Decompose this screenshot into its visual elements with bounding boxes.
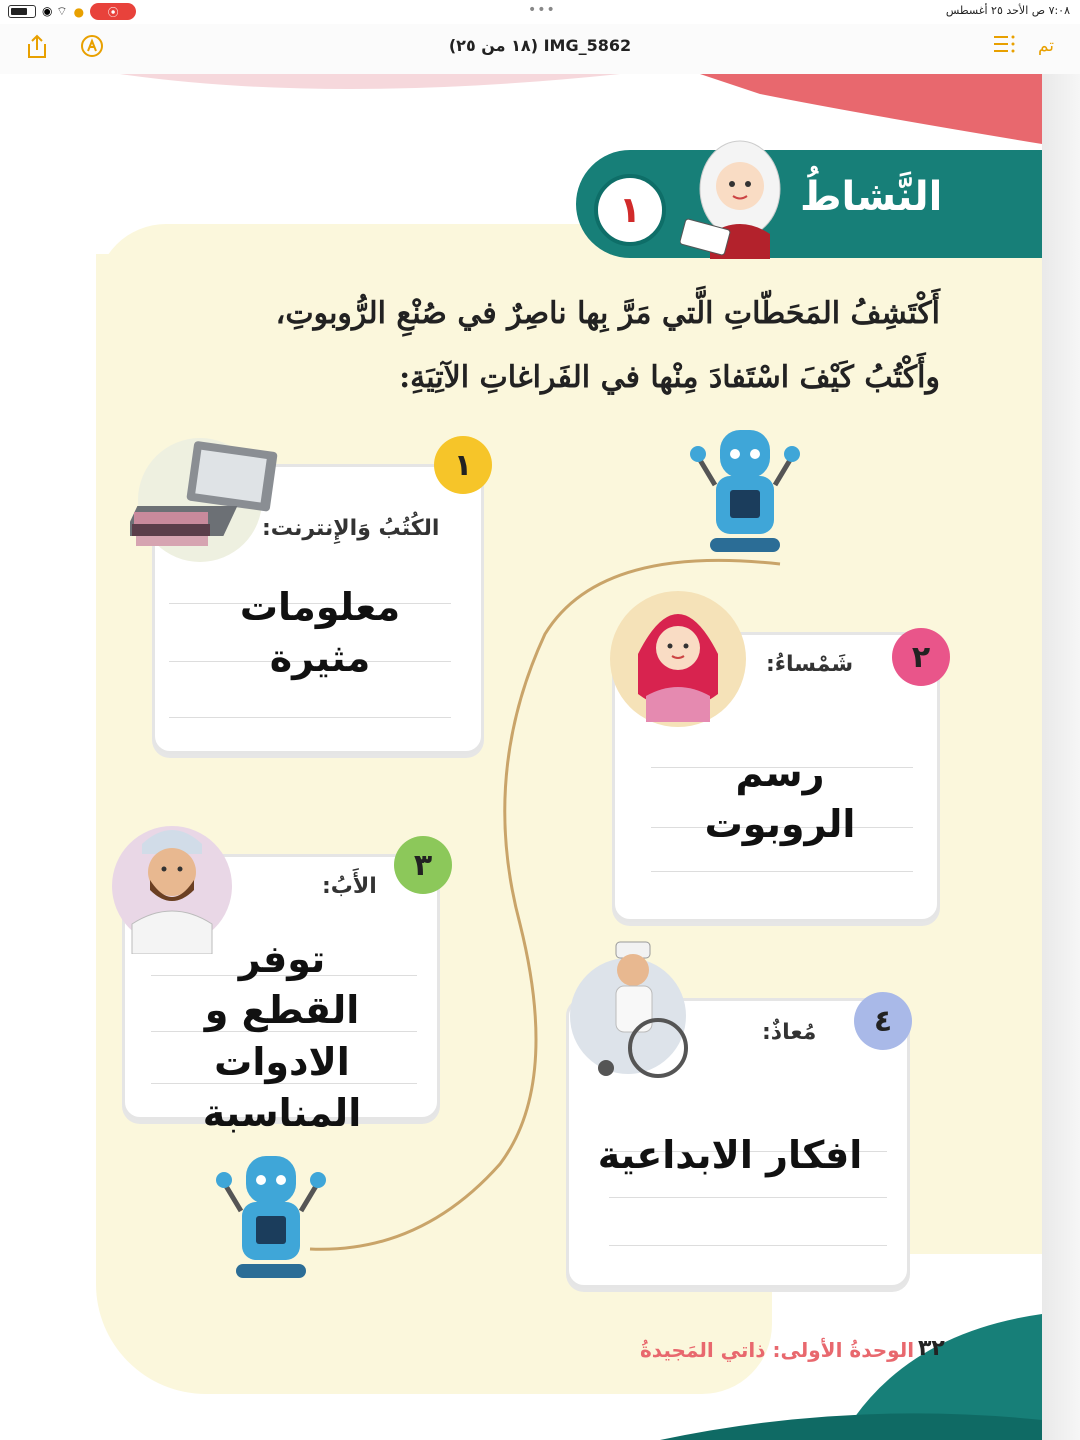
answer-line-2: القطع و	[204, 988, 360, 1033]
card-label: الأَبُ:	[322, 874, 377, 899]
wifi-icon: ◉ ⌔	[42, 4, 68, 18]
robot-icon	[680, 430, 810, 560]
answer-line-1: توفر	[238, 937, 326, 981]
muadh-wheelchair-illustration	[566, 936, 696, 1086]
card-label: شَمْساءُ:	[766, 652, 854, 677]
page-edge	[1042, 74, 1080, 1440]
list-icon[interactable]	[992, 34, 1016, 59]
answer-line-1: معلومات	[239, 585, 401, 629]
number-badge: ١	[434, 436, 492, 494]
answer-line-3: الادوات المناسبة	[202, 1039, 362, 1135]
answer-line	[609, 1197, 887, 1198]
instruction-line-1: أَكْتَشِفُ المَحَطّاتِ الَّتي مَرَّ بِها ناصِرٌ في صُنْعِ الرُّوبوتِ،	[275, 296, 940, 331]
multitask-dots-icon[interactable]: •••	[528, 2, 556, 18]
shamsa-girl-illustration	[608, 584, 748, 734]
number-badge: ٣	[394, 836, 452, 894]
answer-line	[651, 871, 913, 872]
handwritten-answer	[590, 1130, 870, 1181]
done-button[interactable]: تم	[1037, 36, 1054, 56]
unit-title: الوحدةُ الأولى: ذاتي المَجيدةُ	[640, 1338, 915, 1362]
answer-line	[609, 1245, 887, 1246]
card-label: الكُتُبُ وَالإِنترنت:	[262, 516, 440, 541]
answer-line-2: مثيرة	[269, 636, 371, 681]
answer-line-1: رسم	[735, 751, 825, 795]
orientation-dot-icon: ●	[73, 4, 85, 19]
number-badge: ٤	[854, 992, 912, 1050]
record-icon[interactable]: ⦿	[90, 3, 136, 20]
father-illustration	[112, 814, 242, 954]
instruction-line-2: وأَكْتُبُ كَيْفَ اسْتَفادَ مِنْها في الفَراغاتِ الآتِيَةِ:	[399, 360, 940, 395]
image-title: IMG_5862 (١٨ من ٢٥)	[448, 36, 632, 55]
activity-number: ١	[594, 174, 666, 246]
answer-line-2: الروبوت	[704, 802, 856, 847]
time-date: ٧:٠٨ ص الأحد ٢٥ أغسطس	[945, 4, 1070, 17]
robot-icon	[206, 1156, 336, 1286]
card-label: مُعاذٌ:	[762, 1020, 817, 1045]
textbook-page	[0, 74, 1042, 1440]
photo-toolbar	[0, 24, 1080, 75]
answer-line-1: افكار الابداعية	[597, 1133, 863, 1177]
laptop-books-illustration	[130, 436, 280, 566]
number-badge: ٢	[892, 628, 950, 686]
activity-title: النَّشاطُ	[800, 174, 943, 220]
page-number: ٣٢	[918, 1336, 945, 1361]
status-icons	[8, 3, 136, 20]
answer-line	[169, 717, 451, 718]
footer-decoration	[600, 1304, 1042, 1440]
status-bar	[0, 0, 1080, 24]
handwritten-answer	[640, 748, 920, 851]
handwritten-answer	[132, 934, 432, 1139]
battery-icon	[8, 5, 36, 18]
handwritten-answer	[170, 582, 470, 685]
